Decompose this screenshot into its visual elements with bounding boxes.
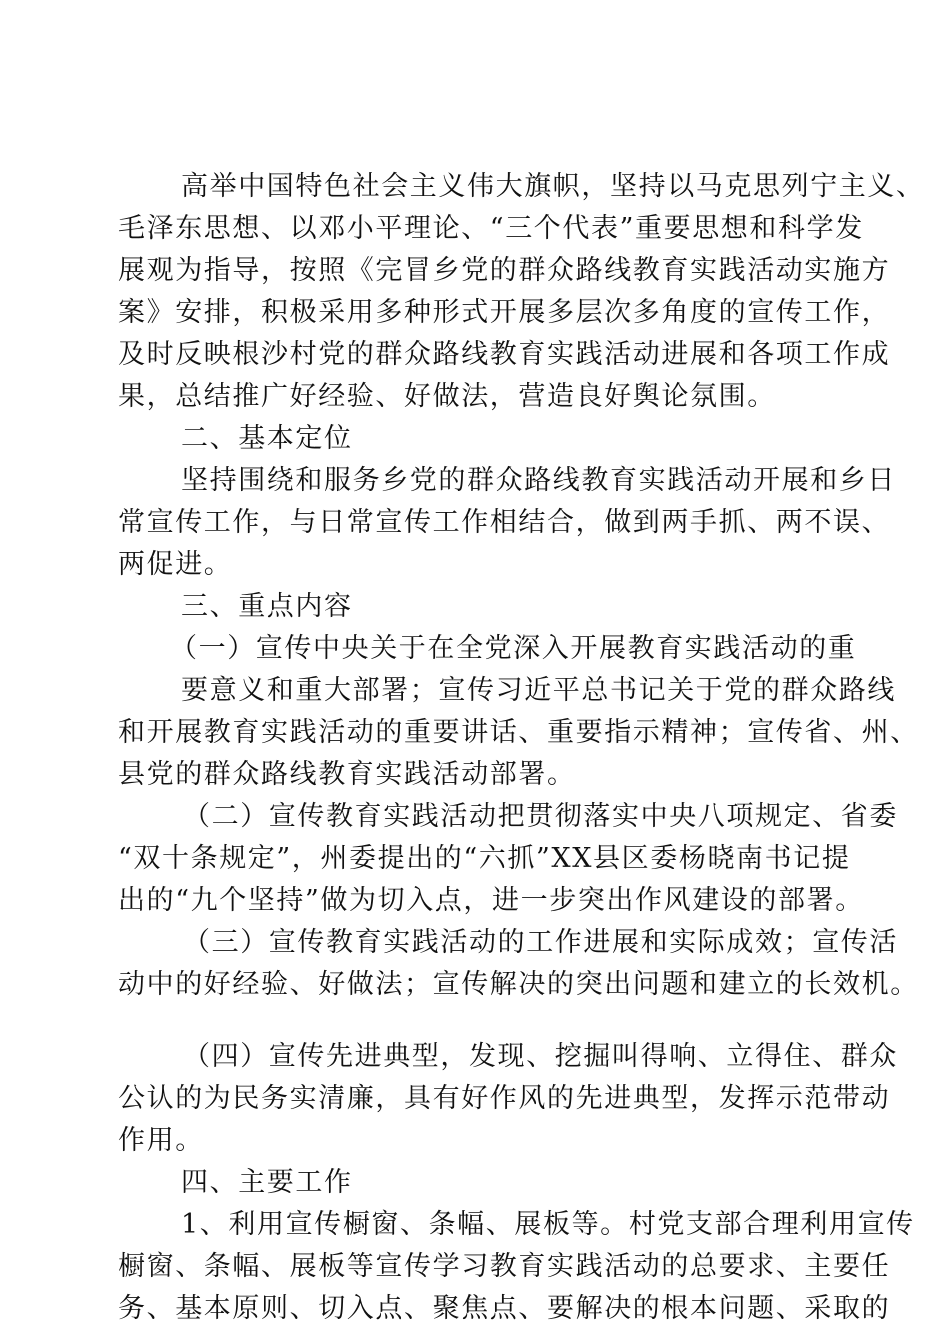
text-line: 作用。 [118, 1125, 204, 1156]
text-line: 动中的好经验、好做法；宣传解决的突出问题和建立的长效机。 [118, 969, 919, 1000]
text-line: 展观为指导，按照《完冒乡党的群众路线教育实践活动实施方 [118, 255, 891, 286]
text-line: 及时反映根沙村党的群众路线教育实践活动进展和各项工作成 [118, 339, 891, 370]
text-line: （二）宣传教育实践活动把贯彻落实中央八项规定、省委 [183, 801, 898, 832]
section-heading: 二、基本定位 [181, 423, 353, 454]
text-line: （三）宣传教育实践活动的工作进展和实际成效；宣传活 [183, 927, 898, 958]
text-line: （四）宣传先进典型，发现、挖掘叫得响、立得住、群众 [183, 1041, 898, 1072]
text-line: 县党的群众路线教育实践活动部署。 [118, 759, 576, 790]
text-line: “双十条规定”，州委提出的“六抓”XX县区委杨晓南书记提 [118, 843, 851, 874]
text-line: 高举中国特色社会主义伟大旗帜，坚持以马克思列宁主义、 [181, 171, 925, 202]
text-line: （一）宣传中央关于在全党深入开展教育实践活动的重 [170, 633, 857, 664]
section-heading: 三、重点内容 [181, 591, 353, 622]
section-heading: 四、主要工作 [181, 1167, 353, 1198]
text-line: 务、基本原则、切入点、聚焦点、要解决的根本问题、采取的 [118, 1293, 891, 1324]
text-line: 公认的为民务实清廉，具有好作风的先进典型，发挥示范带动 [118, 1083, 891, 1114]
text-line: 橱窗、条幅、展板等宣传学习教育实践活动的总要求、主要任 [118, 1251, 891, 1282]
text-line: 要意义和重大部署；宣传习近平总书记关于党的群众路线 [181, 675, 896, 706]
text-line: 常宣传工作，与日常宣传工作相结合，做到两手抓、两不误、 [118, 507, 891, 538]
text-line: 坚持围绕和服务乡党的群众路线教育实践活动开展和乡日 [181, 465, 896, 496]
text-line: 毛泽东思想、以邓小平理论、“三个代表”重要思想和科学发 [118, 213, 864, 244]
text-line: 果，总结推广好经验、好做法，营造良好舆论氛围。 [118, 381, 776, 412]
text-line: 案》安排，积极采用多种形式开展多层次多角度的宣传工作， [118, 297, 891, 328]
text-line: 1、利用宣传橱窗、条幅、展板等。村党支部合理利用宣传 [181, 1209, 915, 1240]
text-line: 两促进。 [118, 549, 233, 580]
text-line: 出的“九个坚持”做为切入点，进一步突出作风建设的部署。 [118, 885, 864, 916]
text-line: 和开展教育实践活动的重要讲话、重要指示精神；宣传省、州、 [118, 717, 919, 748]
